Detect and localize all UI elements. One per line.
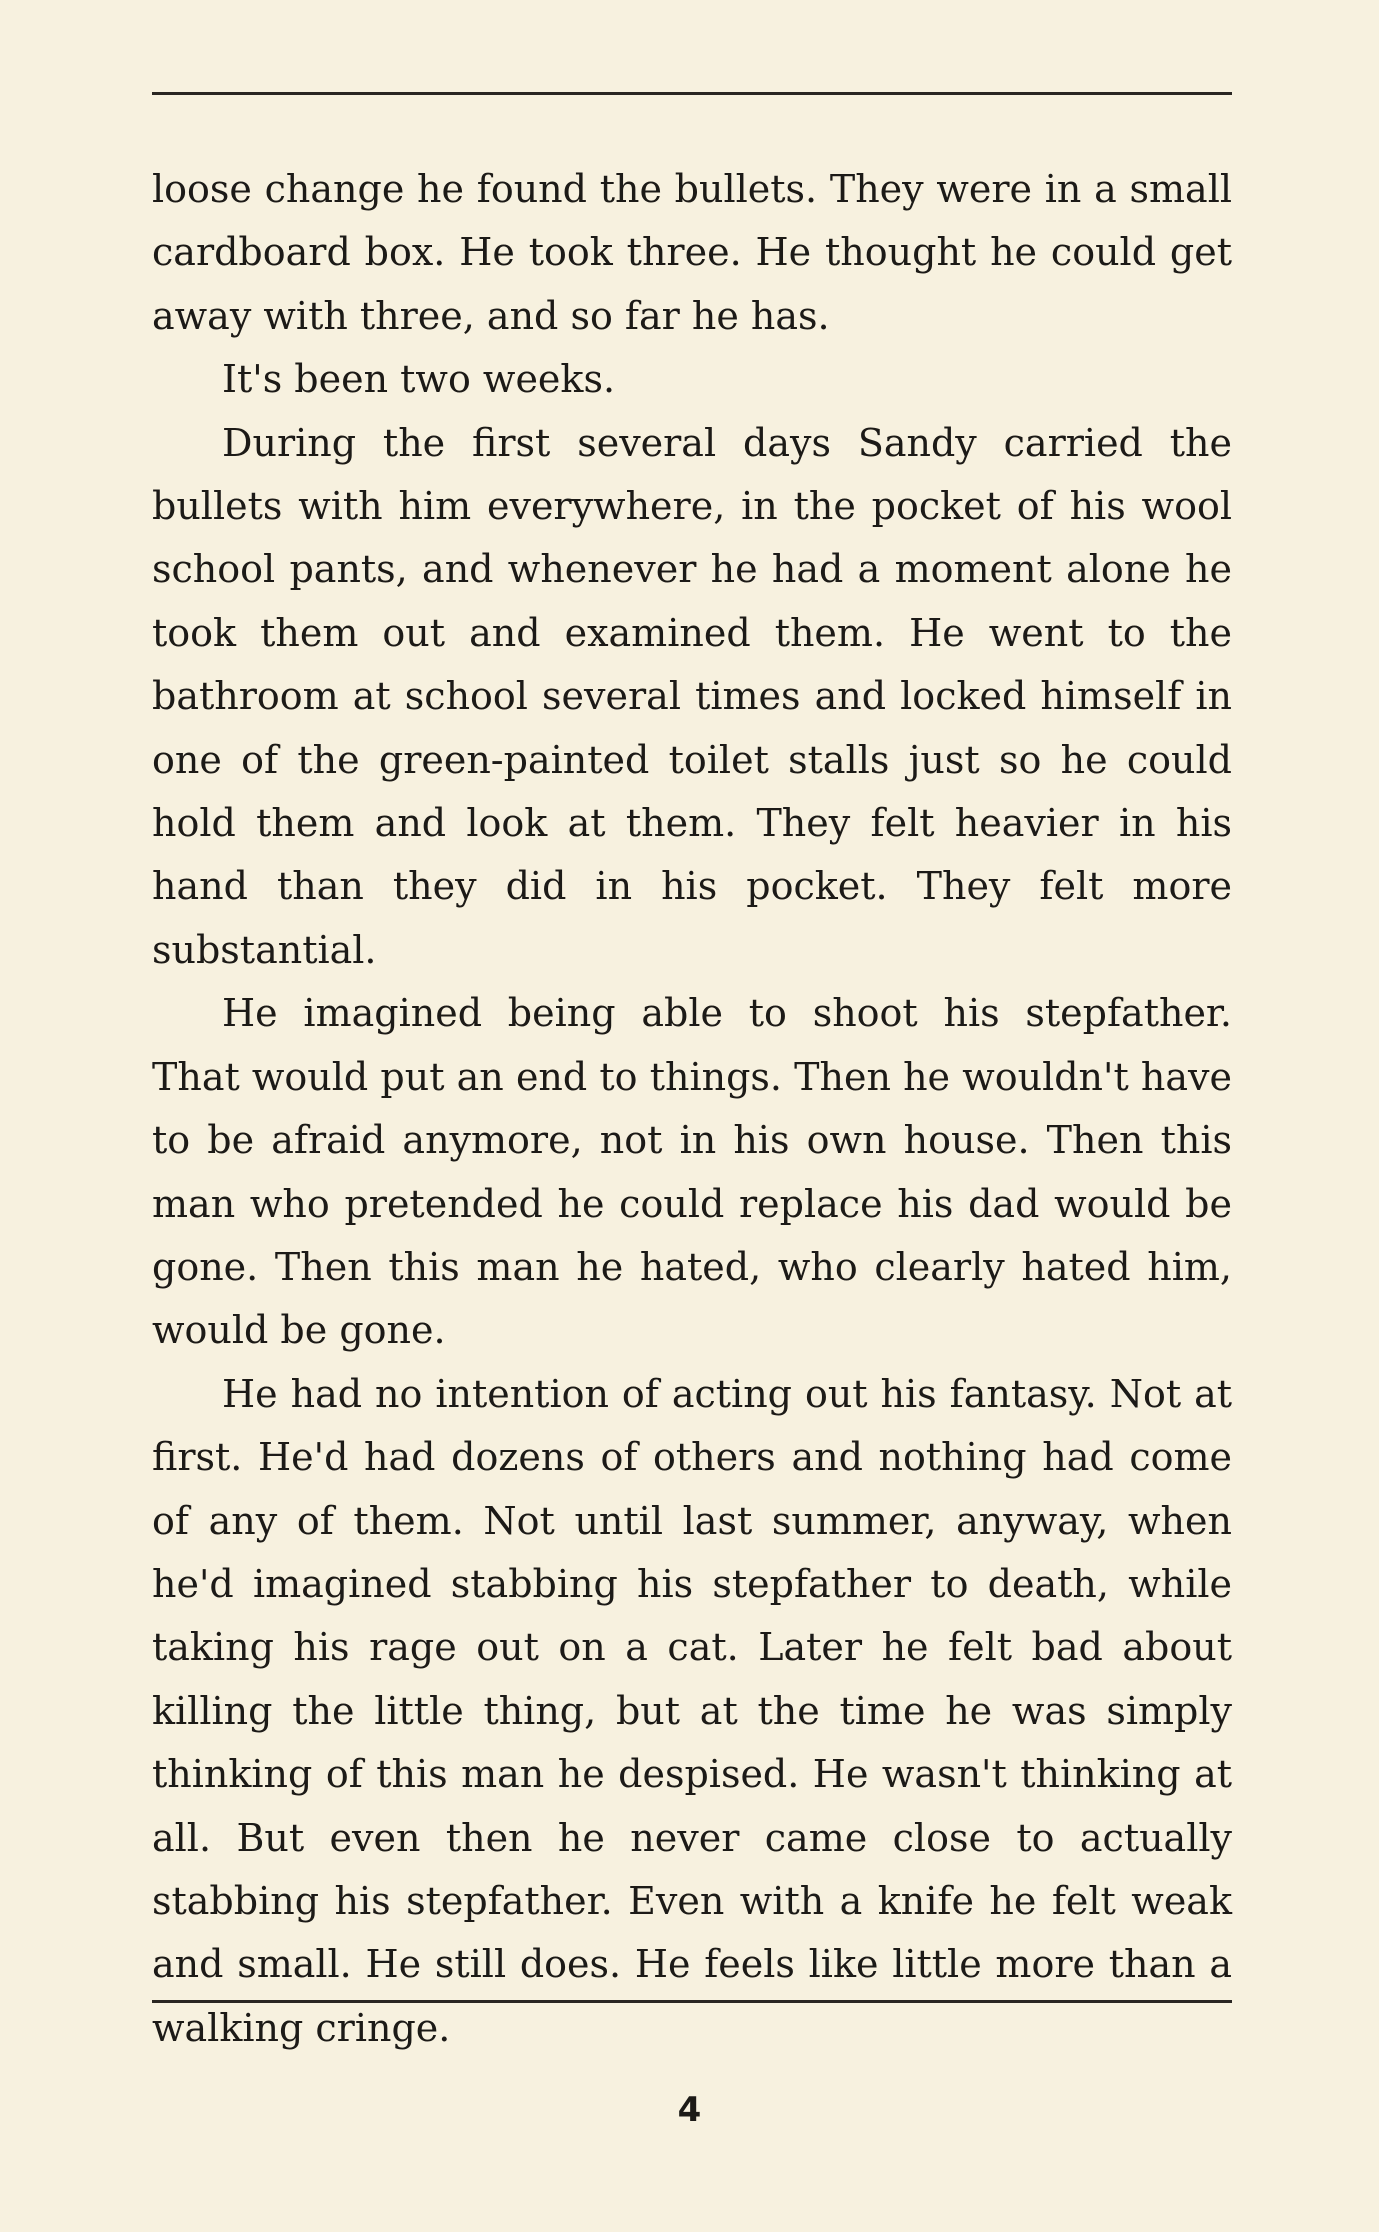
paragraph-1: loose change he found the bullets. They were in a small cardboard box. He took three. He thought he could get away with three, and so far he has.: [152, 167, 1232, 338]
top-divider: [152, 92, 1232, 95]
paragraph-3: During the first several days Sandy carried the bullets with him everywhere, in the pocket of his wool school pants, and whenever he had a moment alone he took them out and examined them. He went to the bathroom at school several times and locked himself in one of the green-painted toilet stalls just so he could hold them and look at them. They felt heavier in his hand than they did in his pocket. They felt more substantial.: [152, 420, 1232, 972]
bottom-divider: [152, 2000, 1232, 2003]
paragraph-5: He had no intention of acting out his fantasy. Not at first. He'd had dozens of others and nothing had come of any of them. Not until last summer, anyway, when he'd imagined stabbing his stepfather to death, while taking his rage out on a cat. Later he felt bad about killing the little thing, but at the time he was simply thinking of this man he despised. He wasn't thinking at all. But even then he never came close to actually stabbing his stepfather. Even with a knife he felt weak and small. He still does. He feels like little more than a walking cringe.: [152, 1371, 1232, 2050]
paragraph-2: It's been two weeks.: [222, 357, 616, 402]
page-number: 4: [677, 2090, 702, 2130]
body-text: [152, 158, 1232, 2060]
paragraph-4: He imagined being able to shoot his stepfather. That would put an end to things. Then he wouldn't have to be afraid anymore, not in his own house. Then this man who pretended he could replace his dad would be gone. Then this man he hated, who clearly hated him, would be gone.: [152, 991, 1232, 1353]
